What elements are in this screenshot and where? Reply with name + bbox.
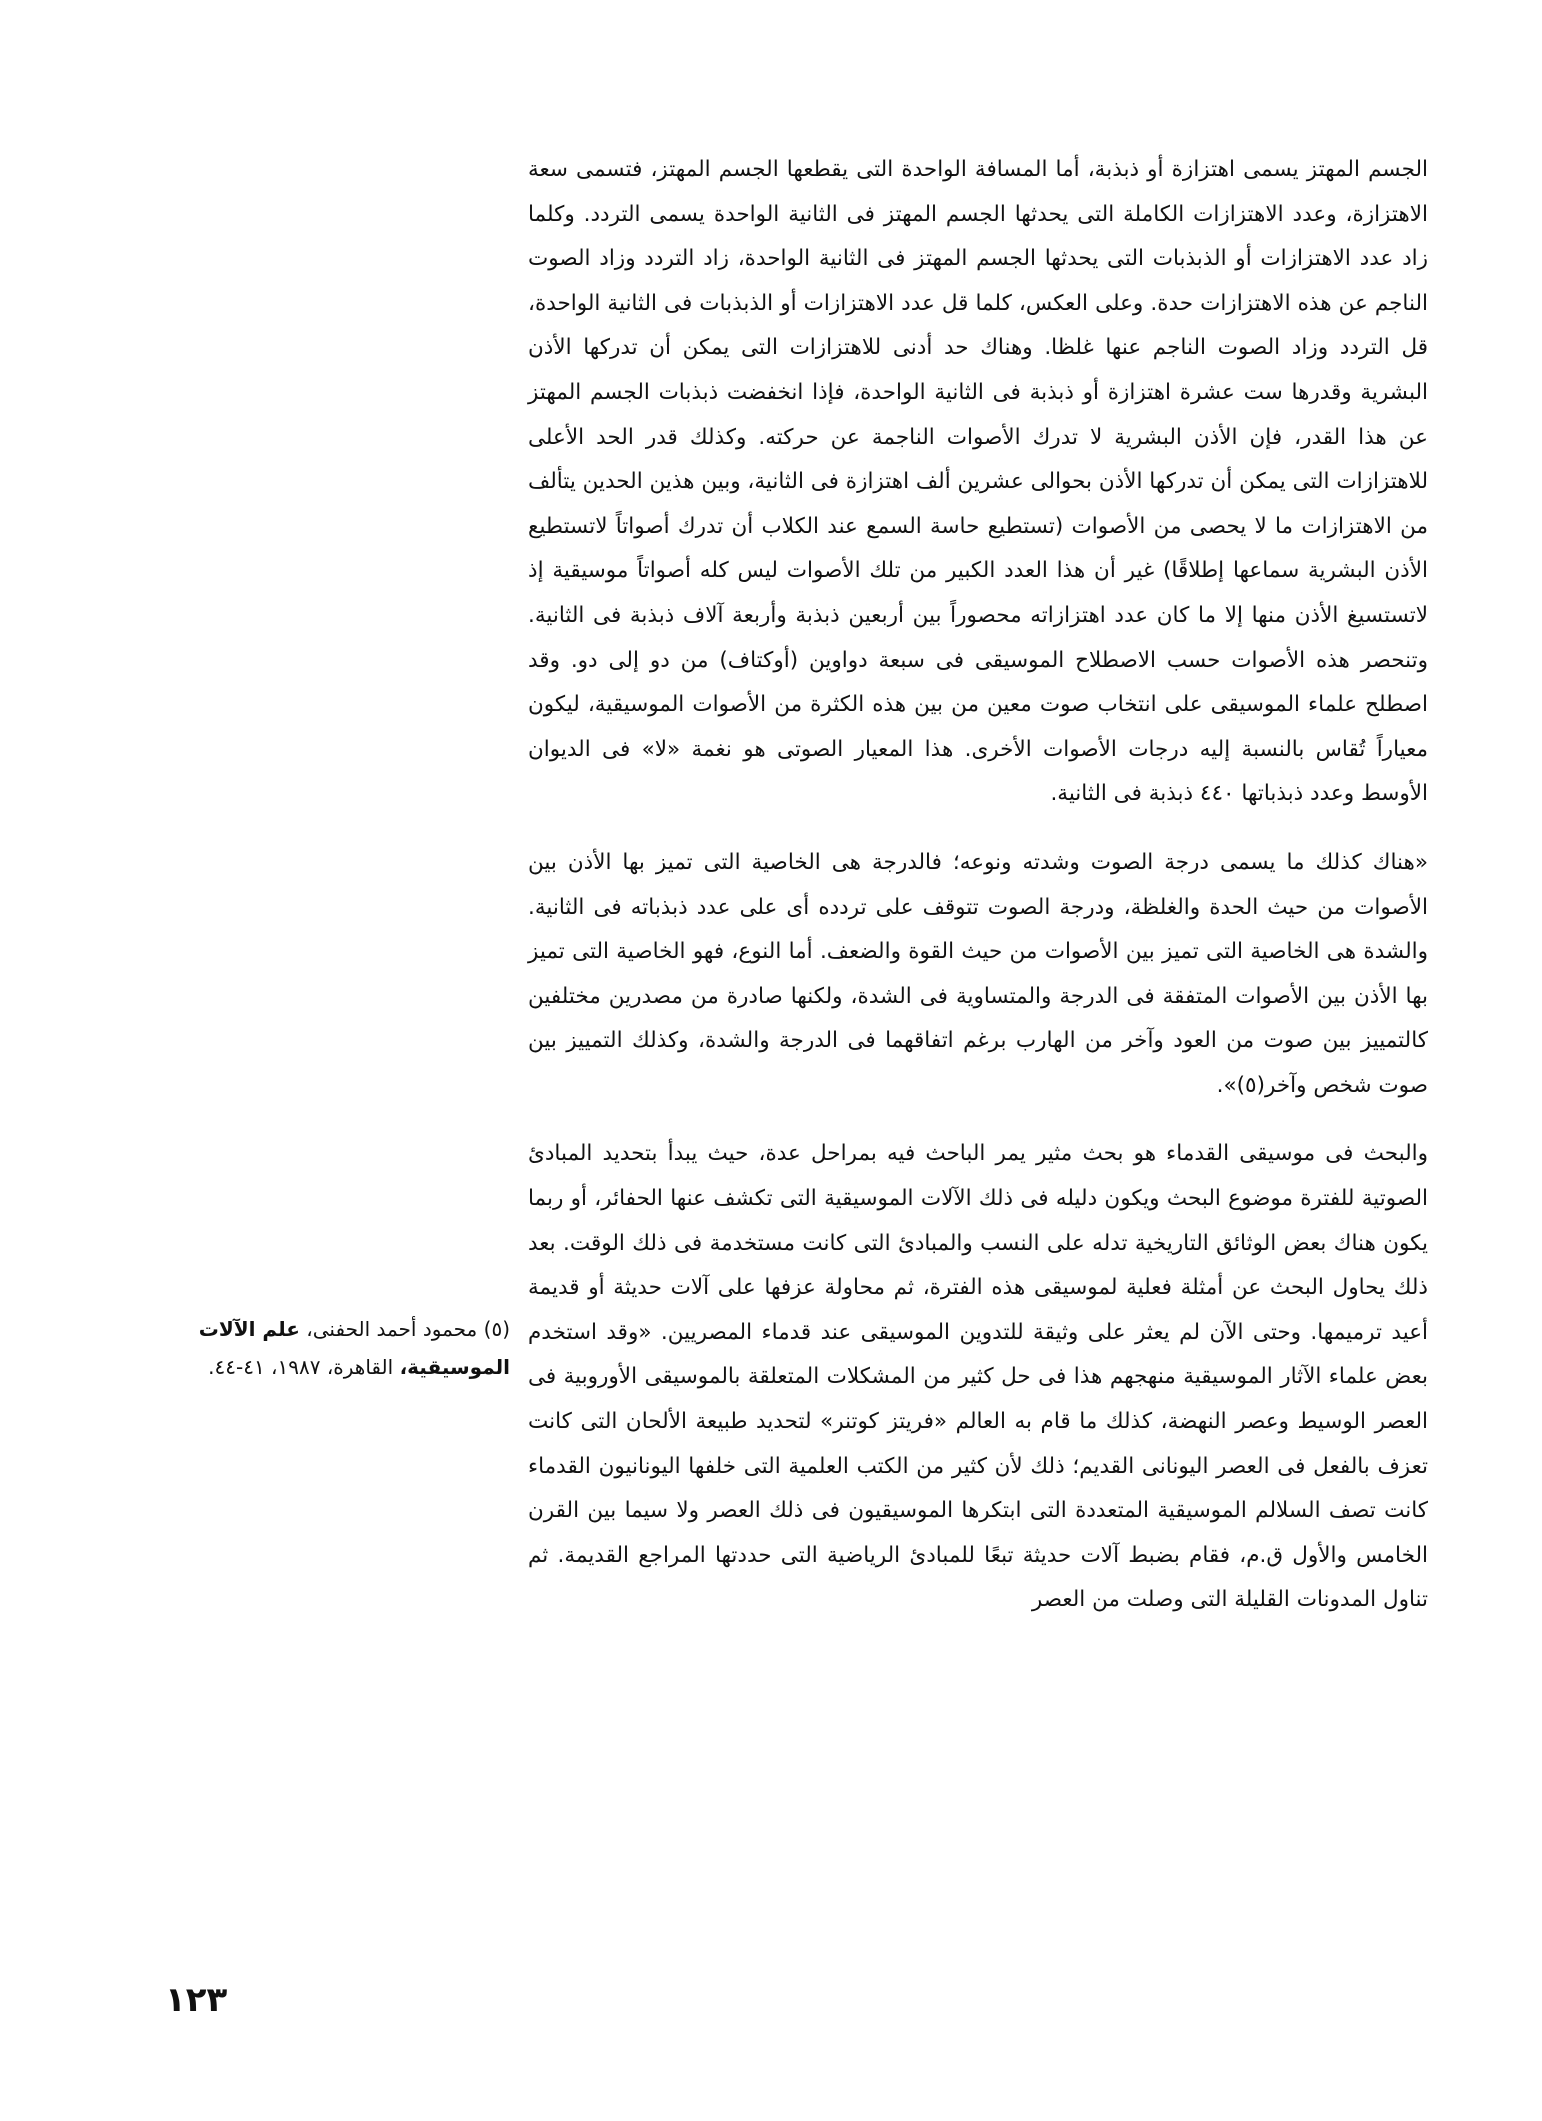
paragraph-3: والبحث فى موسيقى القدماء هو بحث مثير يمر الباحث فيه بمراحل عدة، حيث يبدأ بتحديد المبادئ الصوتية للفترة موضوع البحث ويكون دليله فى ذلك الآلات الموسيقية التى تكشف عنها الحفائر، أو ربما يكون هناك بعض الوثائق التاريخية تدله على النسب والمبادئ التى كانت مستخدمة فى ذلك الوقت. بعد ذلك يحاول البحث عن أمثلة فعلية لموسيقى هذه الفترة، ثم محاولة عزفها على آلات حديثة أو قديمة أعيد ترميمها. وحتى الآن لم يعثر على وثيقة للتدوين الموسيقى عند قدماء المصريين. «وقد استخدم بعض علماء الآثار الموسيقية منهجهم هذا فى حل كثير من المشكلات المتعلقة بالموسيقى الأوروبية فى العصر الوسيط وعصر النهضة، كذلك ما قام به العالم «فريتز كوتنر» لتحديد طبيعة الألحان التى كانت تعزف بالفعل فى العصر اليونانى القديم؛ ذلك لأن كثير من الكتب العلمية التى خلفها اليونانيون القدماء كانت تصف السلالم الموسيقية المتعددة التى ابتكرها الموسيقيون فى ذلك العصر ولا سيما بين القرن الخامس والأول ق.م، فقام بضبط آلات حديثة تبعًا للمبادئ الرياضية التى حددتها المراجع القديمة. ثم تناول المدونات القليلة التى وصلت من العصر [528,1141,1428,1613]
footnote-book-title: علم الآلات الموسيقية، [198,1317,510,1379]
paragraph-2-quotation: «هناك كذلك ما يسمى درجة الصوت وشدته ونوعه؛ فالدرجة هى الخاصية التى تميز بها الأذن بين الأصوات من حيث الحدة والغلظة، ودرجة الصوت تتوقف على تردده أى على عدد ذبذباته فى الثانية. والشدة هى الخاصية التى تميز بين الأصوات من حيث القوة والضعف. أما النوع، فهو الخاصية التى تميز بها الأذن بين الأصوات المتفقة فى الدرجة والمتساوية فى الشدة، ولكنها صادرة من مصدرين مختلفين كالتمييز بين صوت من العود وآخر من الهارب برغم اتفاقهما فى الدرجة والشدة، وكذلك التمييز بين صوت شخص وآخر(٥)». [528,849,1428,1098]
footnote [150,1310,510,1386]
footnote-publication: القاهرة، ١٩٨٧، ٤١-٤٤. [208,1355,394,1379]
main-text-column [528,148,1428,1623]
footnote-marker: (٥) [483,1317,510,1341]
page-number: ١٢٣ [165,1980,228,2020]
paragraph-1: الجسم المهتز يسمى اهتزازة أو ذبذبة، أما المسافة الواحدة التى يقطعها الجسم المهتز، فتسمى سعة الاهتزازة، وعدد الاهتزازات الكاملة التى يحدثها الجسم المهتز فى الثانية الواحدة يسمى التردد. وكلما زاد عدد الاهتزازات أو الذبذبات التى يحدثها الجسم المهتز فى الثانية الواحدة، زاد التردد وزاد الصوت الناجم عن هذه الاهتزازات حدة. وعلى العكس، كلما قل عدد الاهتزازات أو الذبذبات فى الثانية الواحدة، قل التردد وزاد الصوت الناجم عنها غلظا. وهناك حد أدنى للاهتزازات التى يمكن أن تدركها الأذن البشرية وقدرها ست عشرة اهتزازة أو ذبذبة فى الثانية الواحدة، فإذا انخفضت ذبذبات الجسم المهتز عن هذا القدر، فإن الأذن البشرية لا تدرك الأصوات الناجمة عن حركته. وكذلك قدر الحد الأعلى للاهتزازات التى يمكن أن تدركها الأذن بحوالى عشرين ألف اهتزازة فى الثانية، وبين هذين الحدين يتألف من الاهتزازات ما لا يحصى من الأصوات (تستطيع حاسة السمع عند الكلاب أن تدرك أصواتاً لاتستطيع الأذن البشرية سماعها إطلاقًا) غير أن هذا العدد الكبير من تلك الأصوات ليس كله أصواتاً موسيقية إذ لاتستسيغ الأذن منها إلا ما كان عدد اهتزازاته محصوراً بين أربعين ذبذبة وأربعة آلاف ذبذبة فى الثانية. وتنحصر هذه الأصوات حسب الاصطلاح الموسيقى فى سبعة دواوين (أوكتاف) من دو إلى دو. وقد اصطلح علماء الموسيقى على انتخاب صوت معين من بين هذه الكثرة من الأصوات الموسيقية، ليكون معياراً تُقاس بالنسبة إليه درجات الأصوات الأخرى. هذا المعيار الصوتى هو نغمة «لا» فى الديوان الأوسط وعدد ذبذباتها ٤٤٠ ذبذبة فى الثانية. [528,157,1428,807]
footnote-author: محمود أحمد الحفنى، [306,1317,478,1341]
